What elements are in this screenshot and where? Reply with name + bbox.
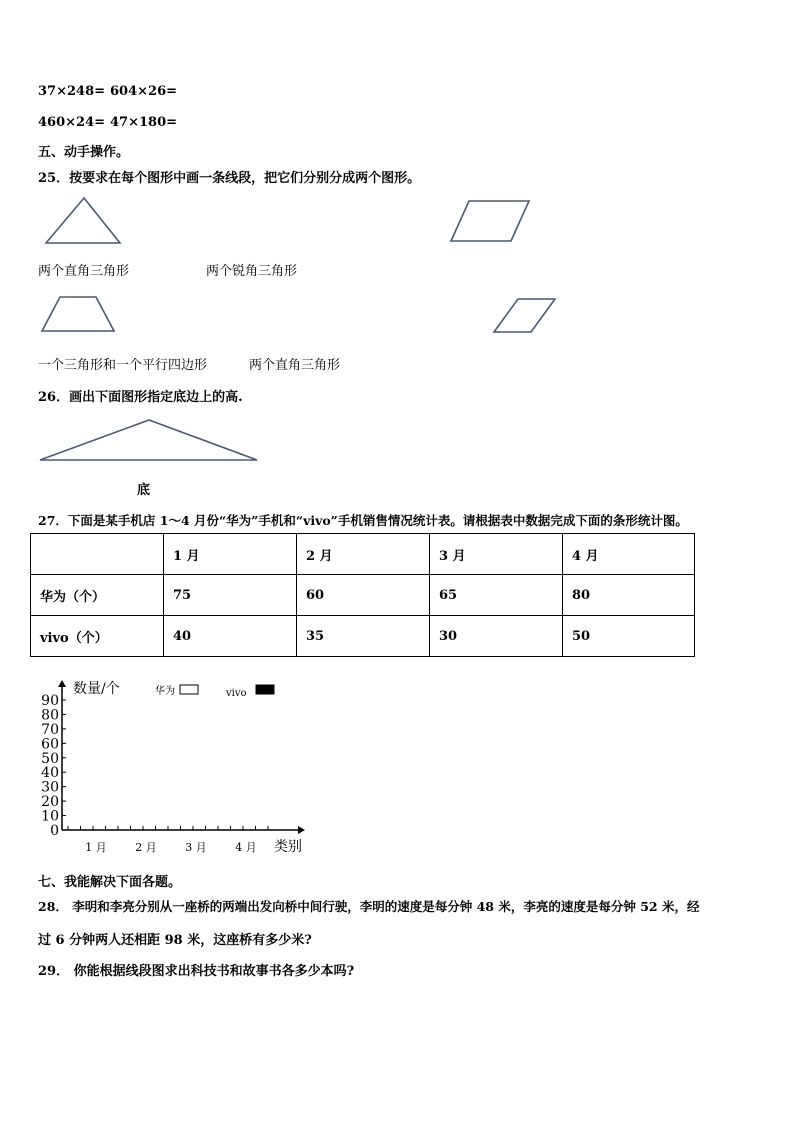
question-25-text: 25．按要求在每个图形中画一条线段，把它们分别分成两个图形。 [38, 171, 421, 186]
x-category-label: 4 月 [235, 841, 257, 854]
legend-swatch-vivo [256, 685, 274, 694]
table-header-cell: 1 月 [164, 534, 297, 575]
question-29-text: 29． 你能根据线段图求出科技书和故事书各多少本吗? [38, 964, 355, 979]
legend-label-vivo: vivo [226, 688, 247, 699]
table-header-cell: 4 月 [563, 534, 695, 575]
bar-chart [0, 670, 320, 860]
legend-label-huawei: 华为 [155, 686, 175, 697]
x-axis-label: 类别 [274, 839, 302, 855]
calc-item-3: 460×24= [38, 115, 106, 130]
y-tick-label: 80 [41, 707, 59, 724]
section-7-heading: 七、我能解决下面各题。 [38, 875, 182, 890]
table-cell: 华为（个） [31, 575, 164, 616]
x-category-label: 1 月 [85, 841, 107, 854]
table-cell: 60 [297, 575, 430, 616]
sales-table [30, 533, 695, 657]
x-axis-arrow [298, 826, 305, 834]
shape-trapezoid [42, 297, 114, 331]
y-tick-label: 10 [41, 808, 59, 825]
question-28-line-1: 28． 李明和李亮分别从一座桥的两端出发向桥中间行驶，李明的速度是每分钟 48 米，李亮的速度是每分钟 52 米，经 [38, 899, 700, 914]
shape-parallelogram [451, 201, 529, 241]
y-tick-label: 60 [41, 736, 59, 753]
table-row [31, 616, 695, 657]
table-header-cell: 3 月 [430, 534, 563, 575]
table-cell: 35 [297, 616, 430, 657]
table-header-row [31, 534, 695, 575]
shape-obtuse-triangle [40, 420, 257, 460]
table-header-cell [31, 534, 164, 575]
calc-item-1: 37×248= [38, 84, 106, 99]
legend-swatch-huawei [180, 685, 198, 694]
table-cell: vivo（个） [31, 616, 164, 657]
base-label: 底 [137, 483, 151, 498]
y-tick-label: 30 [41, 779, 59, 796]
y-tick-label: 20 [41, 794, 59, 811]
y-tick-label: 70 [41, 721, 59, 738]
calc-item-4: 47×180= [110, 115, 178, 130]
shape-triangle [46, 198, 120, 243]
question-28-line-2: 过 6 分钟两人还相距 98 米，这座桥有多少米? [38, 933, 312, 948]
label-two-right-triangles: 两个直角三角形 [38, 264, 130, 279]
table-cell: 65 [430, 575, 563, 616]
label-two-acute-triangles: 两个锐角三角形 [206, 264, 298, 279]
shape-small-parallelogram [494, 299, 555, 332]
label-triangle-and-parallelogram: 一个三角形和一个平行四边形 [38, 358, 208, 373]
y-axis-label: 数量/个 [73, 681, 120, 697]
x-category-label: 3 月 [185, 841, 207, 854]
table-header-cell: 2 月 [297, 534, 430, 575]
question-26-text: 26．画出下面图形指定底边上的高. [38, 390, 243, 405]
table-cell: 30 [430, 616, 563, 657]
y-tick-label: 90 [41, 693, 59, 709]
y-tick-label: 50 [41, 750, 59, 767]
y-tick-label: 0 [50, 823, 59, 839]
table-cell: 50 [563, 616, 695, 657]
label-two-right-triangles-2: 两个直角三角形 [249, 358, 341, 373]
section-5-heading: 五、动手操作。 [38, 145, 130, 160]
y-tick-label: 40 [41, 765, 59, 782]
calc-item-2: 604×26= [110, 84, 178, 99]
table-cell: 80 [563, 575, 695, 616]
x-category-label: 2 月 [135, 841, 157, 854]
table-cell: 40 [164, 616, 297, 657]
y-axis-arrow [58, 680, 66, 687]
table-row [31, 575, 695, 616]
table-cell: 75 [164, 575, 297, 616]
question-27-text: 27．下面是某手机店 1～4 月份“华为”手机和“vivo”手机销售情况统计表。请根据表中数据完成下面的条形统计图。 [38, 513, 688, 528]
